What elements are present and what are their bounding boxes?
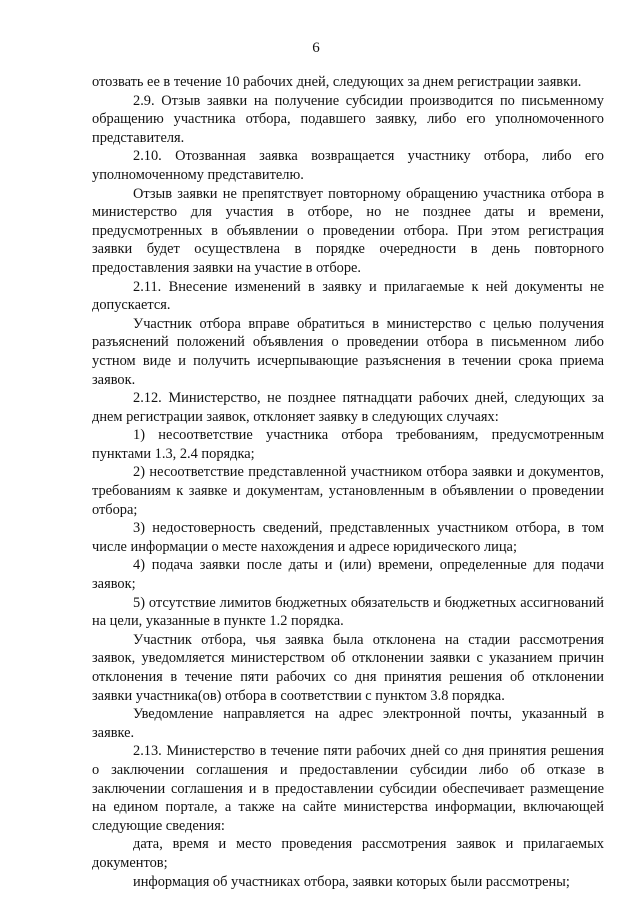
- paragraph-continuation: отозвать ее в течение 10 рабочих дней, следующих за днем регистрации заявки.: [92, 74, 582, 90]
- list-item-3: 3) недостоверность сведений, представленных участником отбора, в том числе информации о месте нахождения и адресе юридического лица;: [92, 520, 604, 555]
- paragraph-2-12: 2.12. Министерство, не позднее пятнадцати рабочих дней, следующих за днем регистрации заявок, отклоняет заявку в следующих случаях:: [92, 390, 604, 425]
- list-item-4: 4) подача заявки после даты и (или) времени, определенные для подачи заявок;: [92, 557, 604, 593]
- paragraph-clarification: Участник отбора вправе обратиться в министерство с целью получения разъяснений положений объявления о проведении отбора в письменном либо устном виде и получить исчерпывающие разъяснения в течении срока приема заявок.: [92, 315, 604, 388]
- paragraph-2-9: 2.9. Отзыв заявки на получение субсидии производится по письменному обращению участника отбора, подавшего заявку, либо его уполномоченного представителя.: [92, 92, 604, 146]
- paragraph-2-11: 2.11. Внесение изменений в заявку и прилагаемые к ней документы не допускается.: [92, 278, 604, 314]
- info-item-date: дата, время и место проведения рассмотрения заявок и прилагаемых документов;: [92, 836, 604, 871]
- document-body: [92, 73, 604, 891]
- paragraph-withdrawal-note: Отзыв заявки не препятствует повторному обращению участника отбора в министерство для участия в отборе, но не позднее даты и времени, предусмотренных в объявлении о проведении отбора. При этом регистрация заявки будет осуществлена в порядке очередности в день повторного предоставления заявки на участие в отборе.: [92, 185, 604, 276]
- info-item-participants: информация об участниках отбора, заявки которых были рассмотрены;: [133, 873, 570, 890]
- list-item-5: 5) отсутствие лимитов бюджетных обязательств и бюджетных ассигнований на цели, указанные в пункте 1.2 порядка.: [92, 594, 604, 630]
- page-number: 6: [312, 40, 320, 56]
- list-item-1: 1) несоответствие участника отбора требованиям, предусмотренным пунктами 1.3, 2.4 порядка;: [92, 427, 604, 462]
- paragraph-rejection-notice: Участник отбора, чья заявка была отклонена на стадии рассмотрения заявок, уведомляется министерством об отклонении заявки с указанием причин отклонения в течение пяти рабочих со дня принятия решения об отклонении заявки участника(ов) отбора в соответствии с пунктом 3.8 порядка.: [92, 631, 604, 704]
- paragraph-2-10: 2.10. Отозванная заявка возвращается участнику отбора, либо его уполномоченному представителю.: [92, 148, 604, 183]
- paragraph-email-notice: Уведомление направляется на адрес электронной почты, указанный в заявке.: [92, 706, 604, 741]
- list-item-2: 2) несоответствие представленной участником отбора заявки и документов, требованиям к заявке и документам, установленным в объявлении о проведении отбора;: [92, 464, 604, 518]
- paragraph-2-13: 2.13. Министерство в течение пяти рабочих дней со дня принятия решения о заключении соглашения и предоставлении субсидии либо об отказе в заключении соглашения и в предоставлении субсидии обеспечивает размещение на едином портале, а также на сайте министерства информации, включающей следующие сведения:: [92, 743, 604, 834]
